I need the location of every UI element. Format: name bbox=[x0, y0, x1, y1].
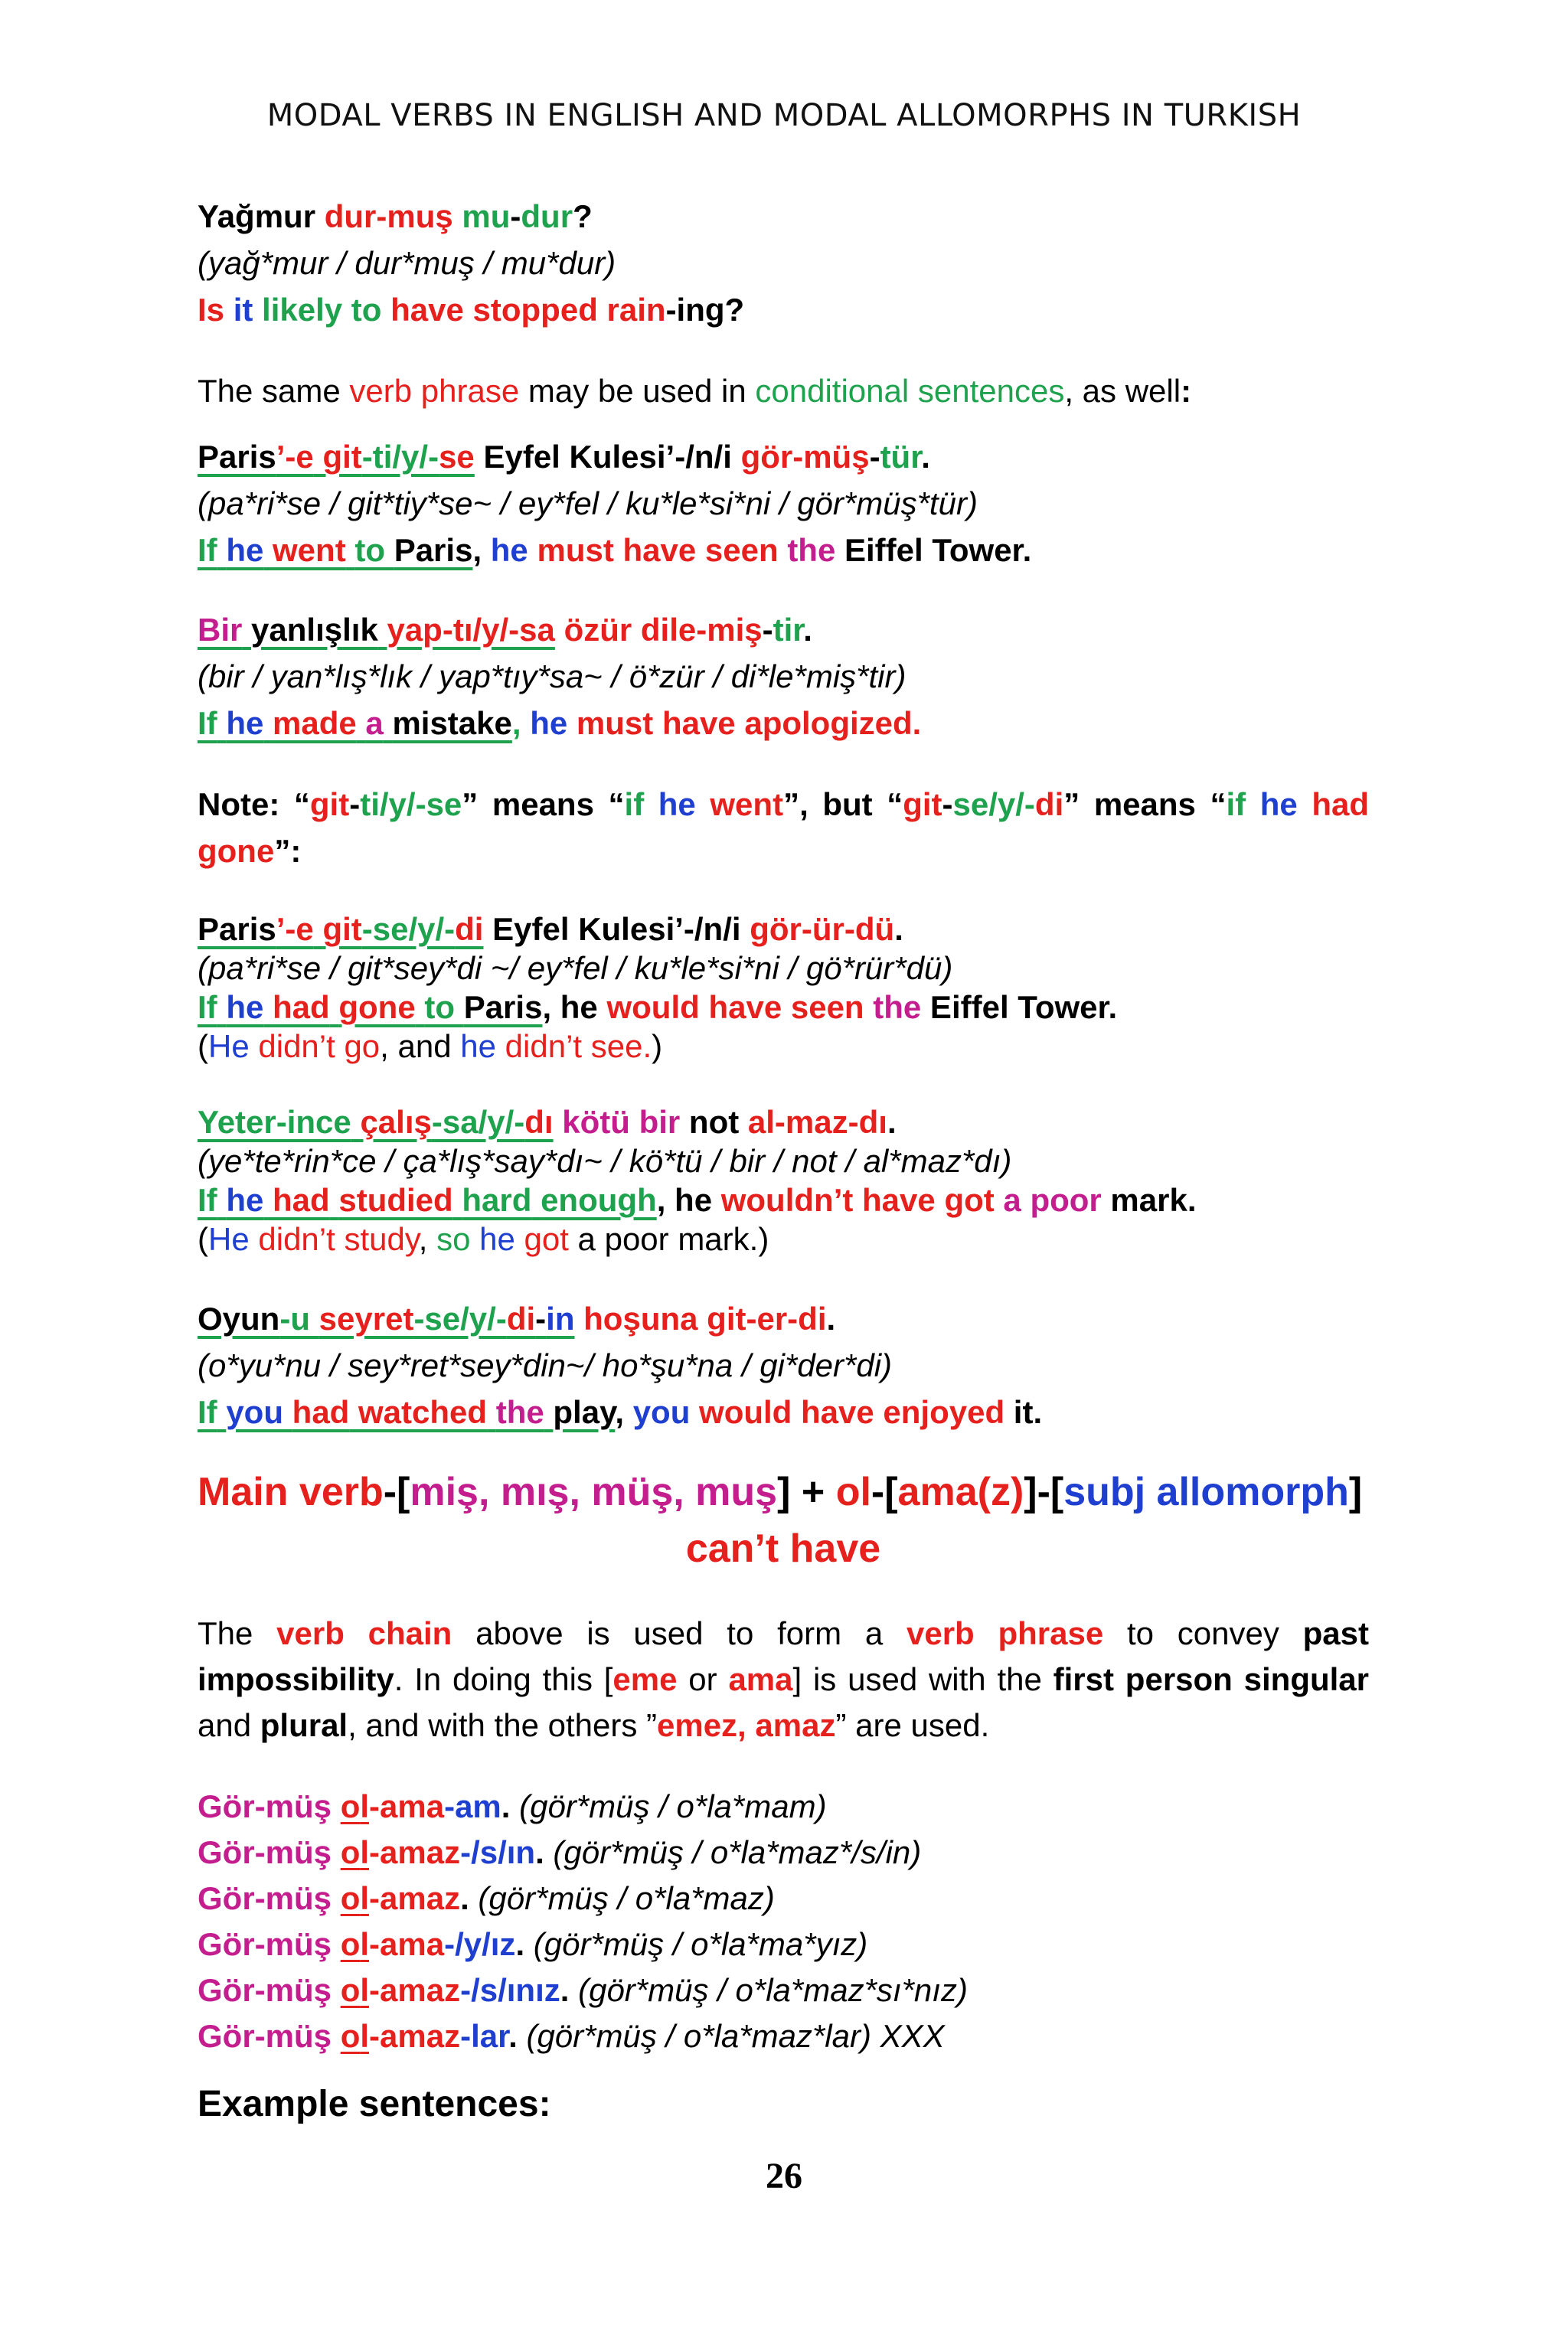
english-translation: If you had watched the play, you would have enjoyed it. bbox=[198, 1394, 1043, 1430]
explanation: (He didn’t go, and he didn’t see.) bbox=[198, 1028, 663, 1064]
example-rain bbox=[198, 193, 1369, 333]
note-paragraph: Note: “git-ti/y/-se” means “if he went”, but “git-se/y/-di” means “if he had gone”: bbox=[198, 786, 1370, 869]
intro-sentence: The same verb phrase may be used in conditional sentences, as well: bbox=[198, 373, 1192, 409]
conjugation-row: Gör-müş ol-ama-am. (gör*müş / o*la*mam) bbox=[198, 1788, 827, 1824]
conjugation-row: Gör-müş ol-amaz. (gör*müş / o*la*maz) bbox=[198, 1880, 775, 1916]
example-paris-gone bbox=[198, 909, 1369, 1066]
example-studied bbox=[198, 1102, 1369, 1259]
english-translation: Is it likely to have stopped rain-ing? bbox=[198, 292, 745, 328]
pronunciation: (pa*ri*se / git*tiy*se~ / ey*fel / ku*le*si*ni / gör*müş*tür) bbox=[198, 485, 978, 521]
conjugation-row: Gör-müş ol-ama-/y/ız. (gör*müş / o*la*ma*yız) bbox=[198, 1926, 868, 1962]
turkish-sentence: Paris’-e git-ti/y/-se Eyfel Kulesi’-/n/i gör-müş-tür. bbox=[198, 439, 930, 475]
conjugation-row: Gör-müş ol-amaz-/s/ın. (gör*müş / o*la*maz*/s/in) bbox=[198, 1834, 922, 1870]
example-paris-went bbox=[198, 433, 1369, 573]
english-translation: If he had gone to Paris, he would have seen the Eiffel Tower. bbox=[198, 989, 1118, 1025]
conjugation-row: Gör-müş ol-amaz-lar. (gör*müş / o*la*maz*lar) XXX bbox=[198, 2018, 945, 2054]
turkish-sentence: Yeter-ince çalış-sa/y/-dı kötü bir not al-maz-dı. bbox=[198, 1104, 897, 1140]
example-play bbox=[198, 1295, 1369, 1435]
conjugation-list bbox=[198, 1784, 1369, 2059]
example-mistake bbox=[198, 606, 1369, 746]
english-translation: If he had studied hard enough, he wouldn’t have got a poor mark. bbox=[198, 1182, 1197, 1218]
running-header: MODAL VERBS IN ENGLISH AND MODAL ALLOMORPHS IN TURKISH bbox=[266, 98, 1302, 133]
explanation: (He didn’t study, so he got a poor mark.) bbox=[198, 1221, 769, 1257]
page-number: 26 bbox=[766, 2156, 802, 2196]
example-sentences-heading: Example sentences: bbox=[198, 2084, 551, 2124]
english-translation: If he made a mistake, he must have apologized. bbox=[198, 705, 922, 741]
explanation-paragraph: The verb chain above is used to form a verb phrase to convey past impossibility. In doing this [eme or ama] is used with the first person singular and plural, and with the others ”emez, amaz” are used. bbox=[198, 1615, 1369, 1743]
english-translation: If he went to Paris, he must have seen the Eiffel Tower. bbox=[198, 532, 1032, 568]
pronunciation: (yağ*mur / dur*muş / mu*dur) bbox=[198, 245, 616, 281]
heading-formula: Main verb-[miş, mış, müş, muş] + ol-[ama(z)]-[subj allomorph] bbox=[198, 1470, 1363, 1514]
pronunciation: (o*yu*nu / sey*ret*sey*din~/ ho*şu*na / gi*der*di) bbox=[198, 1347, 893, 1383]
turkish-sentence: Paris’-e git-se/y/-di Eyfel Kulesi’-/n/i gör-ür-dü. bbox=[198, 911, 903, 947]
heading-meaning: can’t have bbox=[685, 1527, 881, 1571]
pronunciation: (pa*ri*se / git*sey*di ~/ ey*fel / ku*le*si*ni / gö*rür*dü) bbox=[198, 950, 953, 986]
section-heading bbox=[198, 1464, 1369, 1577]
pronunciation: (bir / yan*lış*lık / yap*tıy*sa~ / ö*zür / di*le*miş*tir) bbox=[198, 658, 906, 694]
turkish-sentence: Yağmur dur-muş mu-dur? bbox=[198, 198, 593, 234]
turkish-sentence: Oyun-u seyret-se/y/-di-in hoşuna git-er-di. bbox=[198, 1301, 836, 1337]
turkish-sentence: Bir yanlışlık yap-tı/y/-sa özür dile-miş-tir. bbox=[198, 612, 812, 648]
pronunciation: (ye*te*rin*ce / ça*lış*say*dı~ / kö*tü / bir / not / al*maz*dı) bbox=[198, 1143, 1012, 1179]
conjugation-row: Gör-müş ol-amaz-/s/ınız. (gör*müş / o*la*maz*sı*nız) bbox=[198, 1972, 968, 2008]
